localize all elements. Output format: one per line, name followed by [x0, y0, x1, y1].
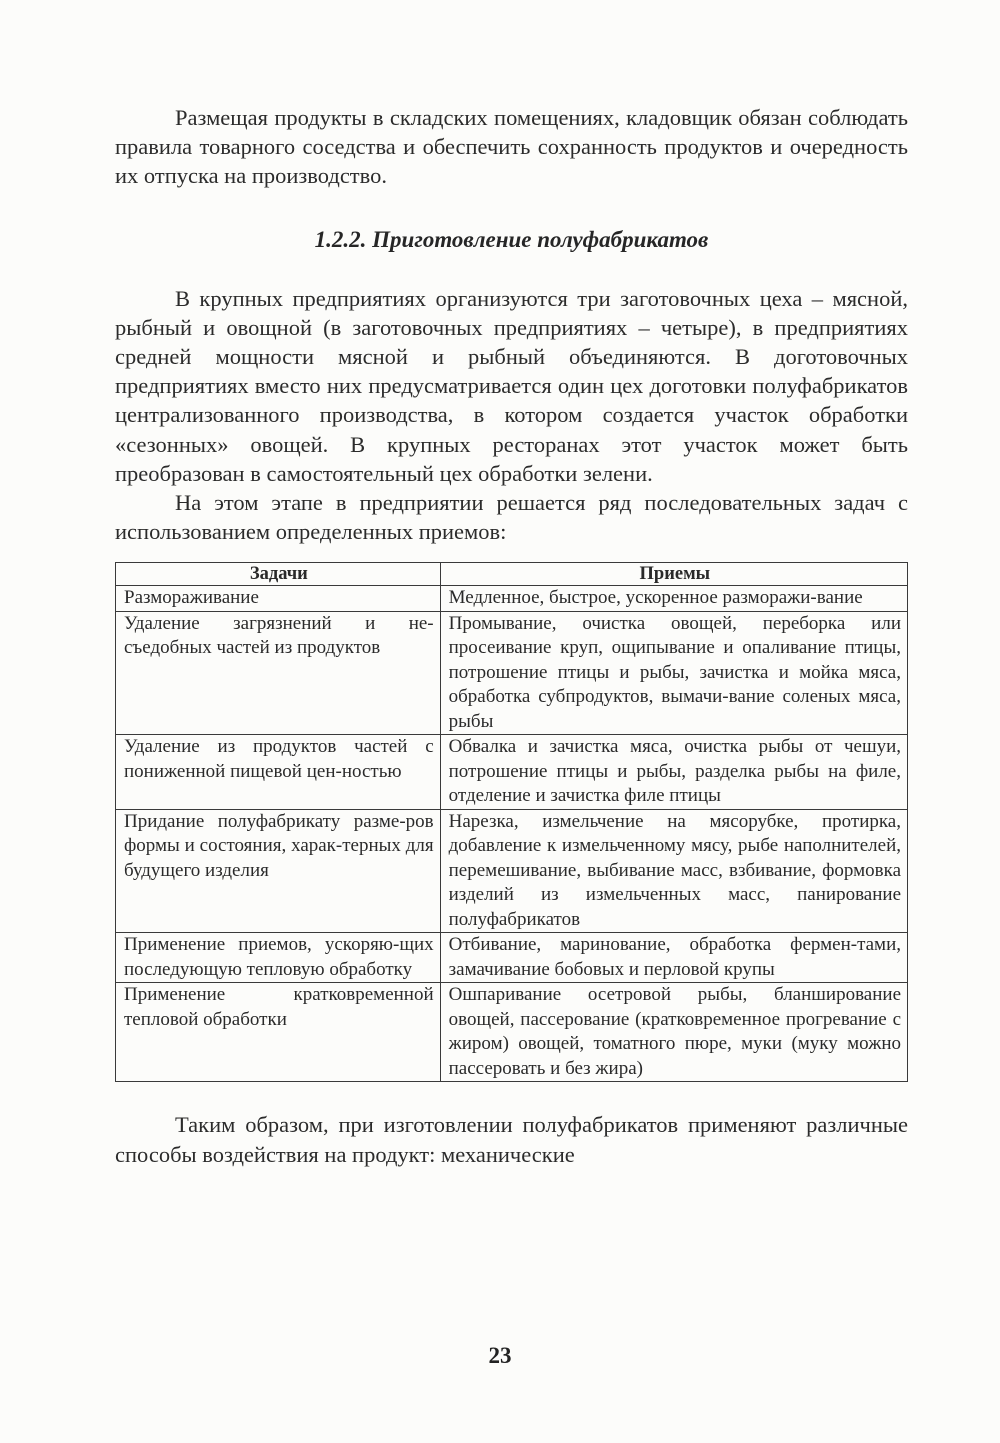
method-cell: Отбивание, маринование, обработка фермен-тами, замачивание бобовых и перловой крупы [440, 933, 907, 983]
section-heading: 1.2.2. Приготовление полуфабрикатов [314, 226, 709, 252]
body-paragraph-1: В крупных предприятиях организуются три заготовочных цеха – мясной, рыбный и овощной (в заготовочных предприятиях – четыре), в предприятиях средней мощности мясной и рыбный объединяются. В доготовочных предприятиях вместо них предусматривается один цех доготовки полуфабрикатов централизованного производства, в котором создается участок обработки «сезонных» овощей. В крупных ресторанах этот участок может быть преобразован в самостоятельный цех обработки зелени. [115, 285, 908, 486]
page-number: 23 [488, 1343, 512, 1368]
table-header-row [116, 563, 908, 586]
task-cell: Размораживание [116, 586, 441, 612]
body-paragraph-2: На этом этапе в предприятии решается ряд последовательных задач с использованием определенных приемов: [115, 490, 908, 545]
header-tasks: Задачи [116, 563, 441, 586]
table-row [116, 611, 908, 735]
table-row [116, 735, 908, 810]
intro-paragraph: Размещая продукты в складских помещениях, кладовщик обязан соблюдать правила товарного соседства и обеспечить сохранность продуктов и очередность их отпуска на производство. [115, 105, 908, 189]
table-row [116, 809, 908, 933]
final-paragraph: Таким образом, при изготовлении полуфабрикатов применяют различные способы воздействия на продукт: механические [115, 1112, 908, 1167]
method-cell: Обвалка и зачистка мяса, очистка рыбы от чешуи, потрошение птицы и рыбы, разделка рыбы на филе, отделение и зачистка филе птицы [440, 735, 907, 810]
method-cell: Промывание, очистка овощей, переборка или просеивание круп, ощипывание и опаливание птицы, потрошение птицы и рыбы, зачистка и мойка мяса, обработка субпродуктов, вымачи-вание соленых мяса, рыбы [440, 611, 907, 735]
header-methods: Приемы [440, 563, 907, 586]
task-cell: Применение кратковременной тепловой обработки [116, 983, 441, 1082]
table-row [116, 586, 908, 612]
page-content [115, 103, 908, 1169]
task-cell: Придание полуфабрикату разме-ров формы и состояния, харак-терных для будущего изделия [116, 809, 441, 933]
table-row [116, 933, 908, 983]
task-cell: Удаление из продуктов частей с пониженной пищевой цен-ностью [116, 735, 441, 810]
table-row [116, 983, 908, 1082]
task-cell: Применение приемов, ускоряю-щих последующую тепловую обработку [116, 933, 441, 983]
tasks-methods-table [115, 562, 908, 1082]
method-cell: Медленное, быстрое, ускоренное разморажи-вание [440, 586, 907, 612]
method-cell: Нарезка, измельчение на мясорубке, протирка, добавление к измельченному мясу, рыбе наполнителей, перемешивание, выбивание масс, взбивание, формовка изделий из измельченных масс, панирование полуфабрикатов [440, 809, 907, 933]
task-cell: Удаление загрязнений и не-съедобных частей из продуктов [116, 611, 441, 735]
method-cell: Ошпаривание осетровой рыбы, бланширование овощей, пассерование (кратковременное прогревание с жиром) овощей, томатного пюре, муки (муку можно пассеровать и без жира) [440, 983, 907, 1082]
